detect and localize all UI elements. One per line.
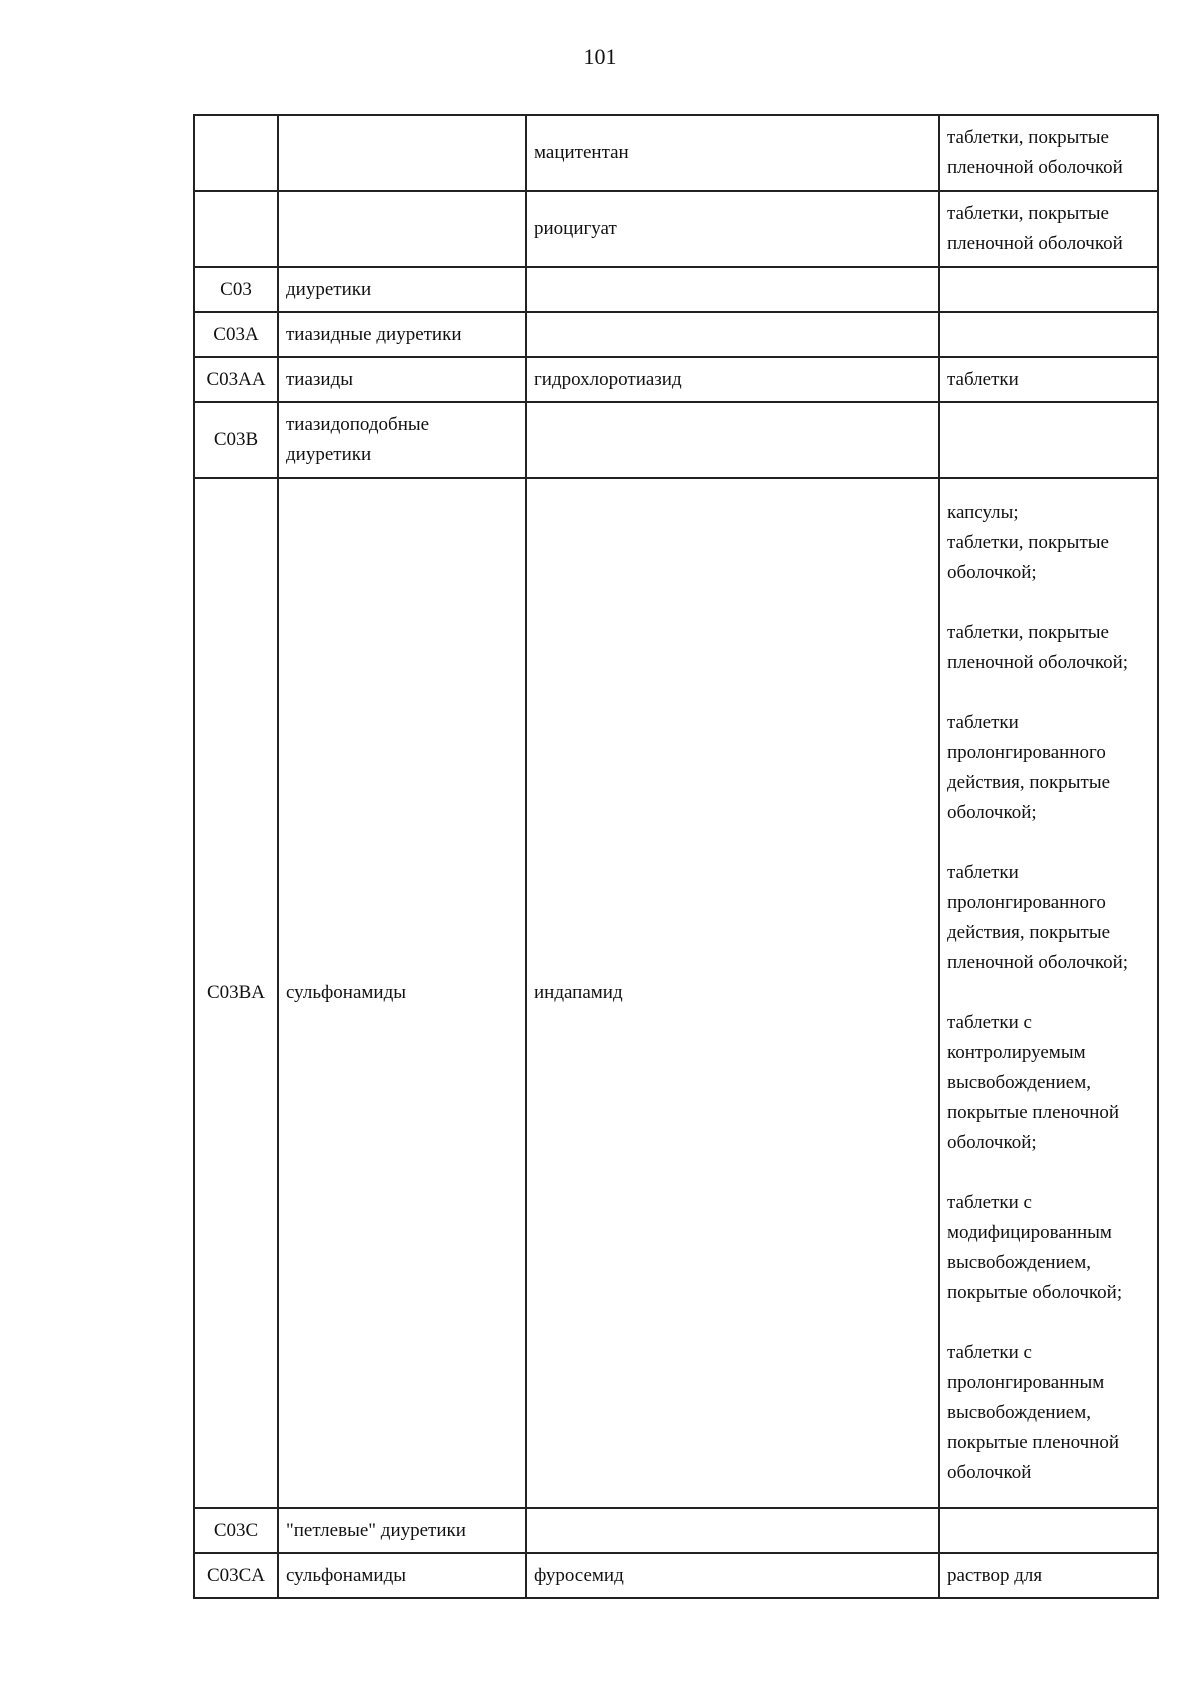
- atc-code-cell: [194, 191, 278, 267]
- substance-cell: [526, 1508, 939, 1553]
- table-row: [194, 357, 1158, 402]
- dosage-form-cell: раствор для: [939, 1553, 1158, 1598]
- atc-code-cell: C03: [194, 267, 278, 312]
- dosage-form-cell: [939, 402, 1158, 478]
- substance-cell: [526, 312, 939, 357]
- group-cell: тиазидные диуретики: [278, 312, 526, 357]
- dosage-form-cell: таблетки, покрытые пленочной оболочкой: [939, 191, 1158, 267]
- dosage-form-cell: [939, 478, 1158, 1508]
- dosage-form-entry: таблетки с модифицированным высвобождением, покрытые оболочкой;: [947, 1192, 1123, 1303]
- page-number: 101: [583, 44, 617, 69]
- substance-cell: риоцигуат: [526, 191, 939, 267]
- atc-code-cell: [194, 115, 278, 191]
- dosage-form-cell: таблетки: [939, 357, 1158, 402]
- table-row: [194, 115, 1158, 191]
- substance-cell: [526, 267, 939, 312]
- group-cell: тиазидоподобные диуретики: [278, 402, 526, 478]
- atc-code-cell: C03CA: [194, 1553, 278, 1598]
- group-cell: диуретики: [278, 267, 526, 312]
- atc-code-cell: C03B: [194, 402, 278, 478]
- dosage-form-entry: [947, 498, 1150, 588]
- substance-cell: мацитентан: [526, 115, 939, 191]
- dosage-form-entry: таблетки пролонгированного действия, покрытые оболочкой;: [947, 712, 1111, 823]
- table-row: [194, 1508, 1158, 1553]
- dosage-form-cell: [939, 312, 1158, 357]
- table-row: [194, 478, 1158, 1508]
- atc-code-cell: C03AA: [194, 357, 278, 402]
- atc-code-cell: C03C: [194, 1508, 278, 1553]
- group-cell: [278, 191, 526, 267]
- dosage-form-cell: [939, 267, 1158, 312]
- table-row: [194, 312, 1158, 357]
- group-cell: сульфонамиды: [278, 478, 526, 1508]
- atc-code-cell: C03A: [194, 312, 278, 357]
- substance-cell: индапамид: [526, 478, 939, 1508]
- dosage-form-line: таблетки, покрытые оболочкой;: [947, 532, 1109, 583]
- group-cell: "петлевые" диуретики: [278, 1508, 526, 1553]
- drug-list-table: [193, 114, 1159, 1599]
- dosage-form-entry: таблетки с пролонгированным высвобождением, покрытые пленочной оболочкой: [947, 1342, 1120, 1483]
- table-row: [194, 267, 1158, 312]
- group-cell: [278, 115, 526, 191]
- dosage-form-cell: таблетки, покрытые пленочной оболочкой: [939, 115, 1158, 191]
- group-cell: тиазиды: [278, 357, 526, 402]
- dosage-form-entry: таблетки пролонгированного действия, покрытые пленочной оболочкой;: [947, 862, 1129, 973]
- atc-code-cell: C03BA: [194, 478, 278, 1508]
- substance-cell: гидрохлоротиазид: [526, 357, 939, 402]
- table-row: [194, 1553, 1158, 1598]
- table-row: [194, 191, 1158, 267]
- dosage-form-cell: [939, 1508, 1158, 1553]
- dosage-form-entry: таблетки, покрытые пленочной оболочкой;: [947, 622, 1129, 673]
- dosage-form-entry: таблетки с контролируемым высвобождением, покрытые пленочной оболочкой;: [947, 1012, 1120, 1153]
- table-row: [194, 402, 1158, 478]
- substance-cell: фуросемид: [526, 1553, 939, 1598]
- group-cell: сульфонамиды: [278, 1553, 526, 1598]
- dosage-form-line: капсулы;: [947, 502, 1019, 523]
- substance-cell: [526, 402, 939, 478]
